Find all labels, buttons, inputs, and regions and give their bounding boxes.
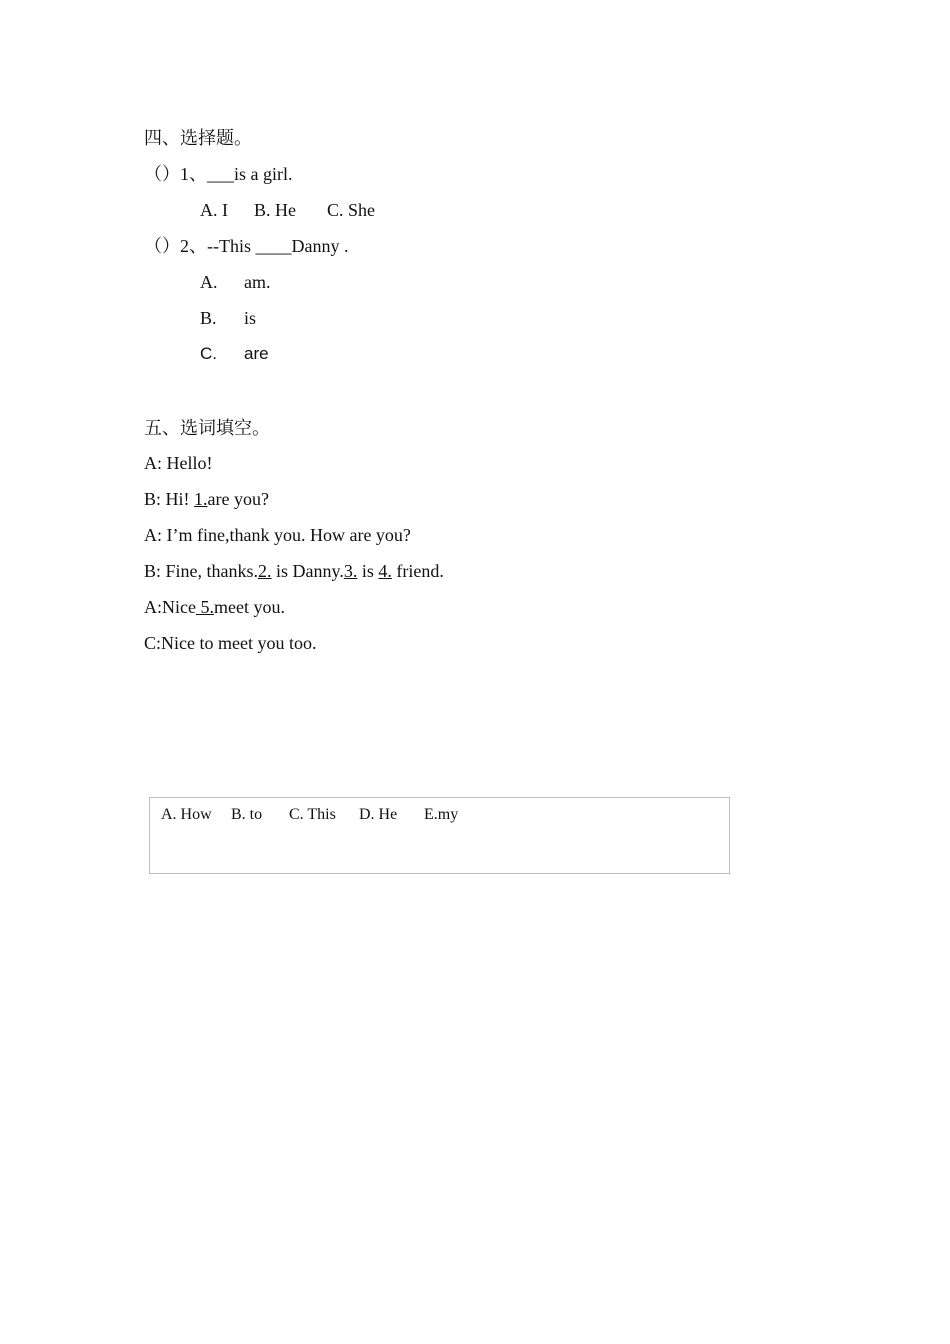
dialogue-line-1: A: Hello!	[144, 453, 213, 473]
dialogue-text: is	[357, 561, 379, 581]
option-c: C. She	[327, 200, 376, 220]
answer-paren: （）	[144, 236, 180, 256]
dialogue-text: A:Nice	[144, 597, 196, 617]
word-option-a: A. How	[161, 806, 212, 823]
blank-4: 4.	[378, 561, 392, 581]
dialogue-line-5	[144, 595, 285, 619]
question-1	[144, 162, 293, 186]
dialogue-text: B: Hi!	[144, 489, 195, 509]
dialogue-text: friend.	[391, 561, 444, 581]
dialogue-line-2	[144, 487, 269, 511]
q2-option-c-letter: C.	[200, 344, 217, 363]
blank-1: 1.	[194, 489, 208, 509]
dialogue-line-6: C:Nice to meet you too.	[144, 633, 317, 653]
question-number: 2、	[180, 236, 207, 256]
question-text-pre: --This	[207, 236, 256, 256]
word-option-c: C. This	[289, 806, 336, 823]
dialogue-line-4	[144, 559, 444, 583]
question-text-post: Danny .	[291, 236, 349, 256]
blank-3: 3.	[343, 561, 358, 581]
blank-2: 2.	[258, 561, 272, 581]
q2-option-c-text: are	[244, 344, 269, 363]
dialogue-text: meet you.	[213, 597, 285, 617]
question-number: 1、	[180, 164, 207, 184]
dialogue-text: are you?	[207, 489, 269, 509]
dialogue-line-3: A: I’m fine,thank you. How are you?	[144, 525, 411, 545]
answer-blank: ____	[255, 236, 292, 256]
q2-option-a-letter: A.	[200, 272, 218, 292]
option-b: B. He	[254, 200, 296, 220]
q2-option-a-text: am.	[244, 272, 271, 292]
dialogue-text: is Danny.	[271, 561, 344, 581]
section4-heading: 四、选择题。	[144, 128, 252, 148]
question-1-options	[200, 198, 375, 222]
q2-option-b-letter: B.	[200, 308, 217, 328]
section5-heading: 五、选词填空。	[144, 418, 270, 438]
option-a: A. I	[200, 200, 228, 220]
word-option-d: D. He	[359, 806, 398, 823]
question-text: is a girl.	[234, 164, 293, 184]
word-option-b: B. to	[231, 806, 263, 823]
word-option-e: E.my	[424, 806, 459, 823]
answer-paren: （）	[144, 164, 180, 184]
blank-5: 5.	[195, 597, 214, 617]
answer-blank: ___	[207, 164, 234, 184]
question-2	[144, 234, 349, 258]
q2-option-b-text: is	[244, 308, 257, 328]
dialogue-text: B: Fine, thanks.	[144, 561, 259, 581]
